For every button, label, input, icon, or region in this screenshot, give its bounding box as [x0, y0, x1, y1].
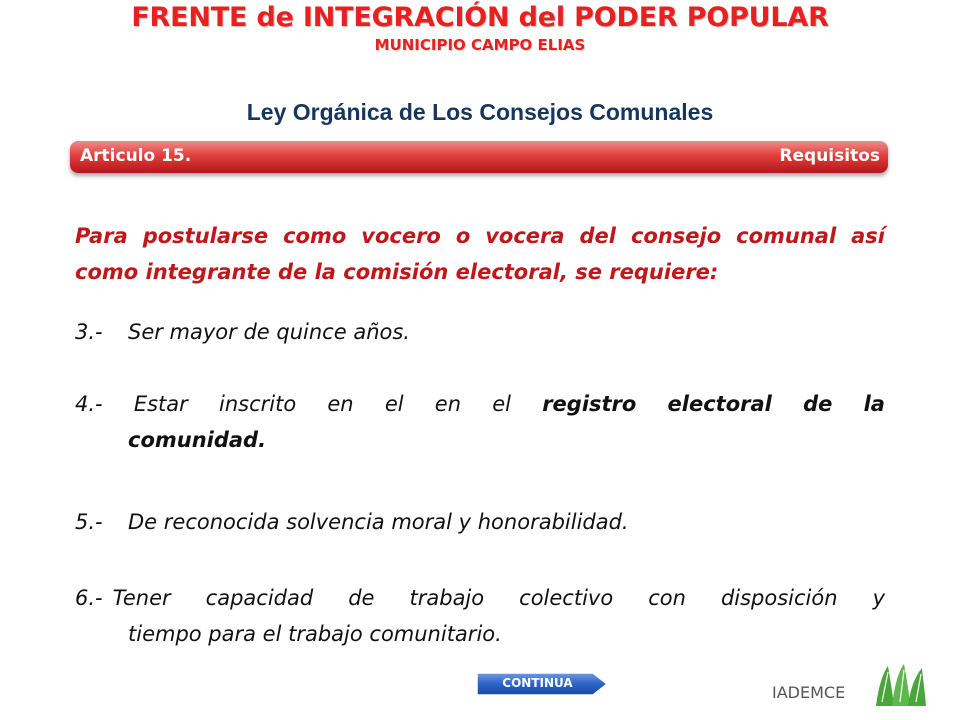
requirement-text: tiempo para el trabajo comunitario. — [128, 622, 502, 646]
header-title: FRENTE de INTEGRACIÓN del PODER POPULAR — [131, 2, 829, 33]
requirement-6 — [75, 580, 885, 652]
requirement-text: Ser mayor de quince años. — [128, 320, 410, 344]
requirement-bold-word: de — [803, 392, 833, 416]
requirement-bold-word: registro — [542, 392, 637, 416]
requirement-4 — [75, 386, 885, 458]
brand-name: IADEMCE — [772, 683, 846, 702]
requirement-bold-word: electoral — [667, 392, 772, 416]
continue-label: CONTINUA — [502, 676, 573, 690]
requirement-number: 4.- — [75, 392, 103, 416]
intro-text: Para postularse como vocero o vocera del consejo comunal así como integrante de la comisión electoral, se requiere: — [75, 224, 885, 284]
header-subtitle: MUNICIPIO CAMPO ELIAS — [374, 36, 586, 54]
requirement-word: en — [327, 392, 354, 416]
requirement-number: 6.- — [75, 586, 103, 610]
requirement-text: Tener capacidad de trabajo colectivo con disposición y — [112, 586, 885, 610]
article-topic: Requisitos — [779, 146, 880, 166]
law-title: Ley Orgánica de Los Consejos Comunales — [246, 99, 714, 125]
requirement-3 — [75, 314, 885, 350]
requirement-line — [75, 386, 885, 422]
article-banner — [70, 141, 888, 173]
continue-button[interactable] — [475, 671, 610, 697]
requirement-number: 3.- — [75, 320, 103, 344]
requirement-word: en — [434, 392, 462, 416]
requirement-word: inscrito — [218, 392, 297, 416]
requirement-word: el — [384, 392, 404, 416]
requirement-line — [75, 580, 885, 616]
article-number: Articulo 15. — [80, 146, 192, 166]
requirement-5 — [75, 504, 885, 540]
requirement-word: Estar — [133, 392, 188, 416]
requirement-number: 5.- — [75, 510, 103, 534]
iademce-logo-icon — [872, 660, 932, 715]
requirement-text: De reconocida solvencia moral y honorabilidad. — [128, 510, 629, 534]
requirement-bold-word: comunidad. — [128, 428, 267, 452]
requirement-word: el — [492, 392, 511, 416]
requirement-bold-word: la — [863, 392, 885, 416]
